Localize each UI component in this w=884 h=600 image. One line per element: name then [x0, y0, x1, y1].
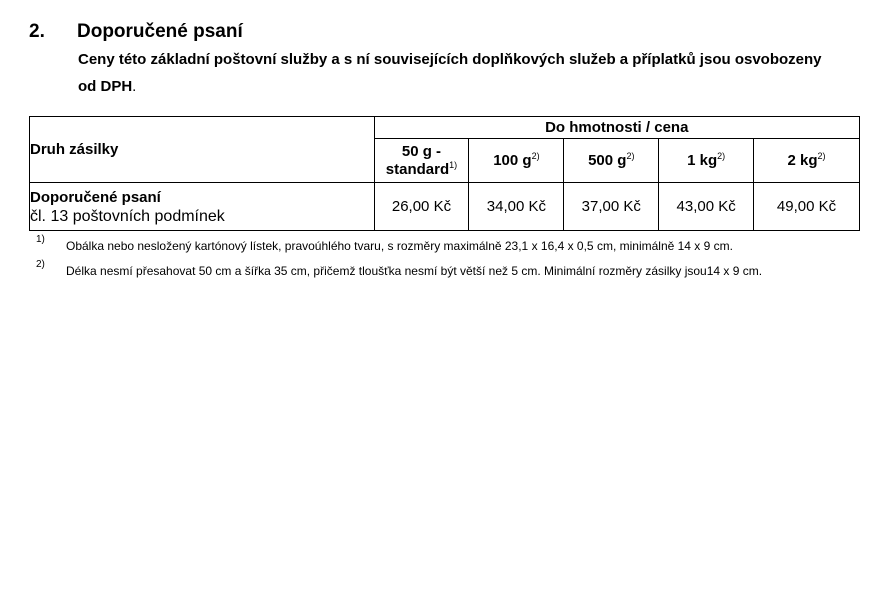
price-cell: 37,00 Kč	[564, 183, 659, 231]
weight-note: 2)	[531, 150, 540, 161]
table-row	[30, 183, 860, 231]
weight-note: 2)	[817, 150, 826, 161]
price-table	[29, 116, 860, 231]
weight-note: 2)	[626, 150, 635, 161]
section-number: 2.	[29, 21, 45, 42]
footnotes	[36, 233, 876, 283]
footnote-2	[36, 258, 876, 283]
kind-header: Druh zásilky	[30, 117, 375, 183]
intro-text: Ceny této základní poštovní služby a s ní souvisejících doplňkových služeb a příplatků jsou osvobozeny od DPH	[78, 51, 822, 95]
weight-header-1kg	[659, 139, 754, 183]
weight-note: 1)	[449, 159, 458, 170]
footnote-1	[36, 233, 876, 258]
price-cell: 43,00 Kč	[659, 183, 754, 231]
footnote-text: Délka nesmí přesahovat 50 cm a šířka 35 cm, přičemž tloušťka nesmí být větší než 5 cm. Minimální rozměry zásilky jsou14 x 9 cm.	[66, 264, 763, 278]
weight-group-header: Do hmotnosti / cena	[374, 117, 860, 139]
weight-label: 100 g	[493, 151, 532, 169]
weight-header-2kg	[754, 139, 860, 183]
table-header-row	[30, 117, 860, 139]
footnote-mark: 1)	[36, 234, 45, 245]
price-cell: 26,00 Kč	[374, 183, 469, 231]
intro-tail: .	[132, 78, 137, 95]
price-cell: 34,00 Kč	[469, 183, 564, 231]
kind-cell	[30, 183, 375, 231]
weight-header-50g	[374, 139, 469, 183]
weight-label: 1 kg	[687, 151, 718, 169]
service-reference: čl. 13 poštovních podmínek	[30, 207, 225, 225]
intro-paragraph	[78, 46, 838, 100]
service-name: Doporučené psaní	[30, 188, 161, 206]
footnote-mark: 2)	[36, 259, 45, 270]
weight-header-100g	[469, 139, 564, 183]
footnote-text: Obálka nebo nesložený kartónový lístek, pravoúhlého tvaru, s rozměry maximálně 23,1 x 16,4 x 0,5 cm, minimálně 14 x 9 cm.	[66, 239, 733, 253]
weight-note: 2)	[717, 150, 726, 161]
price-cell: 49,00 Kč	[754, 183, 860, 231]
weight-label: 500 g	[588, 151, 627, 169]
weight-label: 50 g - standard	[385, 142, 450, 178]
weight-header-500g	[564, 139, 659, 183]
section-heading	[29, 20, 243, 44]
section-title: Doporučené psaní	[77, 21, 243, 42]
weight-label: 2 kg	[787, 151, 818, 169]
